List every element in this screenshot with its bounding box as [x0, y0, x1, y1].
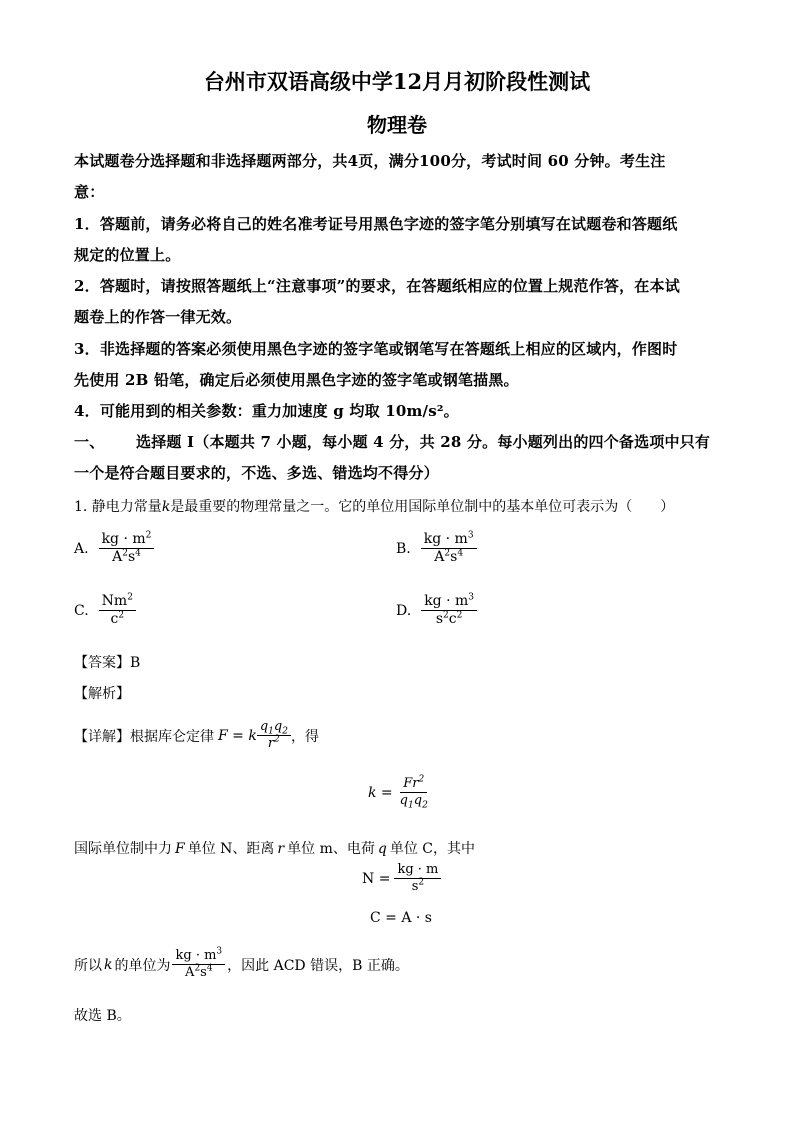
notice-item-2b: 题卷上的作答一律无效。 — [74, 308, 242, 326]
section-line-2: 一个是符合题目要求的，不选、多选、错选均不得分） — [74, 464, 439, 482]
question-stem-k: k — [161, 499, 171, 515]
notice-item-4: 4．可能用到的相关参数：重力加速度 g 均取 10m/s²。 — [74, 402, 459, 420]
option-c[interactable] — [74, 594, 136, 628]
option-c-fraction: $\frac{Nm^2}{c^2}$ — [99, 594, 136, 628]
option-b-fraction: $\frac{kg \cdot m^3}{A^2s^4}$ — [421, 532, 477, 566]
option-c-label: C. — [74, 602, 89, 619]
coulomb-fraction: $\frac{q_1q_2}{r^2}$ — [257, 720, 291, 752]
answer-value: B — [130, 655, 141, 671]
option-d[interactable] — [396, 594, 477, 628]
page-subtitle: 物理卷 — [367, 113, 427, 137]
notice-item-3b: 先使用 2B 铅笔，确定后必须使用黑色字迹的签字笔或钢笔描黑。 — [74, 371, 519, 389]
question-stem-b: 是最重要的物理常量之一。它的单位用国际单位制中的基本单位可表示为（ ） — [170, 499, 675, 515]
coulomb-unit-equation: C = A · s — [370, 910, 432, 926]
analysis-label: 【解析】 — [74, 686, 130, 702]
section-line-1: 选择题 I（本题共 7 小题，每小题 4 分，共 28 分。每小题列出的四个备选项中只有 — [136, 433, 711, 451]
notice-line-2: 意： — [74, 183, 105, 201]
answer-label: 【答案】 — [74, 655, 130, 671]
detail-line — [74, 720, 319, 752]
detail-text: 根据库仑定律 — [130, 728, 214, 745]
detail-label: 【详解】 — [74, 728, 130, 745]
k-equation: k = $\frac{Fr^2}{q_1q_2}$ — [368, 774, 428, 811]
option-a-fraction: $\frac{kg \cdot m^2}{A^2s^4}$ — [99, 532, 155, 566]
option-d-label: D. — [396, 602, 412, 619]
notice-line-1: 本试题卷分选择题和非选择题两部分，共4页，满分100分，考试时间 60 分钟。考生注 — [74, 152, 666, 170]
option-a[interactable] — [74, 532, 154, 566]
conclusion-fraction: $\frac{kg \cdot m^3}{A^2s^4}$ — [172, 949, 225, 981]
coulomb-formula: F = k — [218, 727, 257, 744]
question-stem — [74, 496, 674, 516]
notice-item-2a: 2．答题时，请按照答题纸上“注意事项”的要求，在答题纸相应的位置上规范作答，在本试 — [74, 277, 680, 295]
section-number: 一、 — [74, 433, 105, 451]
units-line: 国际单位制中力 F 单位 N、距离 r 单位 m、电荷 q 单位 C，其中 — [74, 841, 475, 857]
option-b[interactable] — [396, 532, 477, 566]
option-d-fraction: $\frac{kg \cdot m^3}{s^2c^2}$ — [421, 594, 477, 628]
newton-equation: N = $\frac{kg \cdot m}{s^2}$ — [362, 863, 441, 895]
answer-line — [74, 652, 140, 672]
notice-item-1a: 1．答题前，请务必将自己的姓名准考证号用黑色字迹的签字笔分别填写在试题卷和答题纸 — [74, 215, 678, 233]
notice-item-1b: 规定的位置上。 — [74, 246, 181, 264]
question-stem-a: 1. 静电力常量 — [74, 499, 162, 515]
final-choice: 故选 B。 — [74, 1008, 131, 1024]
detail-after: ，得 — [290, 728, 319, 745]
page-title: 台州市双语高级中学12月月初阶段性测试 — [203, 69, 591, 94]
option-b-label: B. — [396, 540, 411, 557]
conclusion-line: 所以 k 的单位为 $\frac{kg \cdot m^3}{A^2s^4}$ ，因此 ACD 错误，B 正确。 — [74, 946, 409, 981]
option-a-label: A. — [74, 540, 89, 557]
notice-item-3a: 3．非选择题的答案必须使用黑色字迹的签字笔或钢笔写在答题纸上相应的区域内，作图时 — [74, 340, 678, 358]
